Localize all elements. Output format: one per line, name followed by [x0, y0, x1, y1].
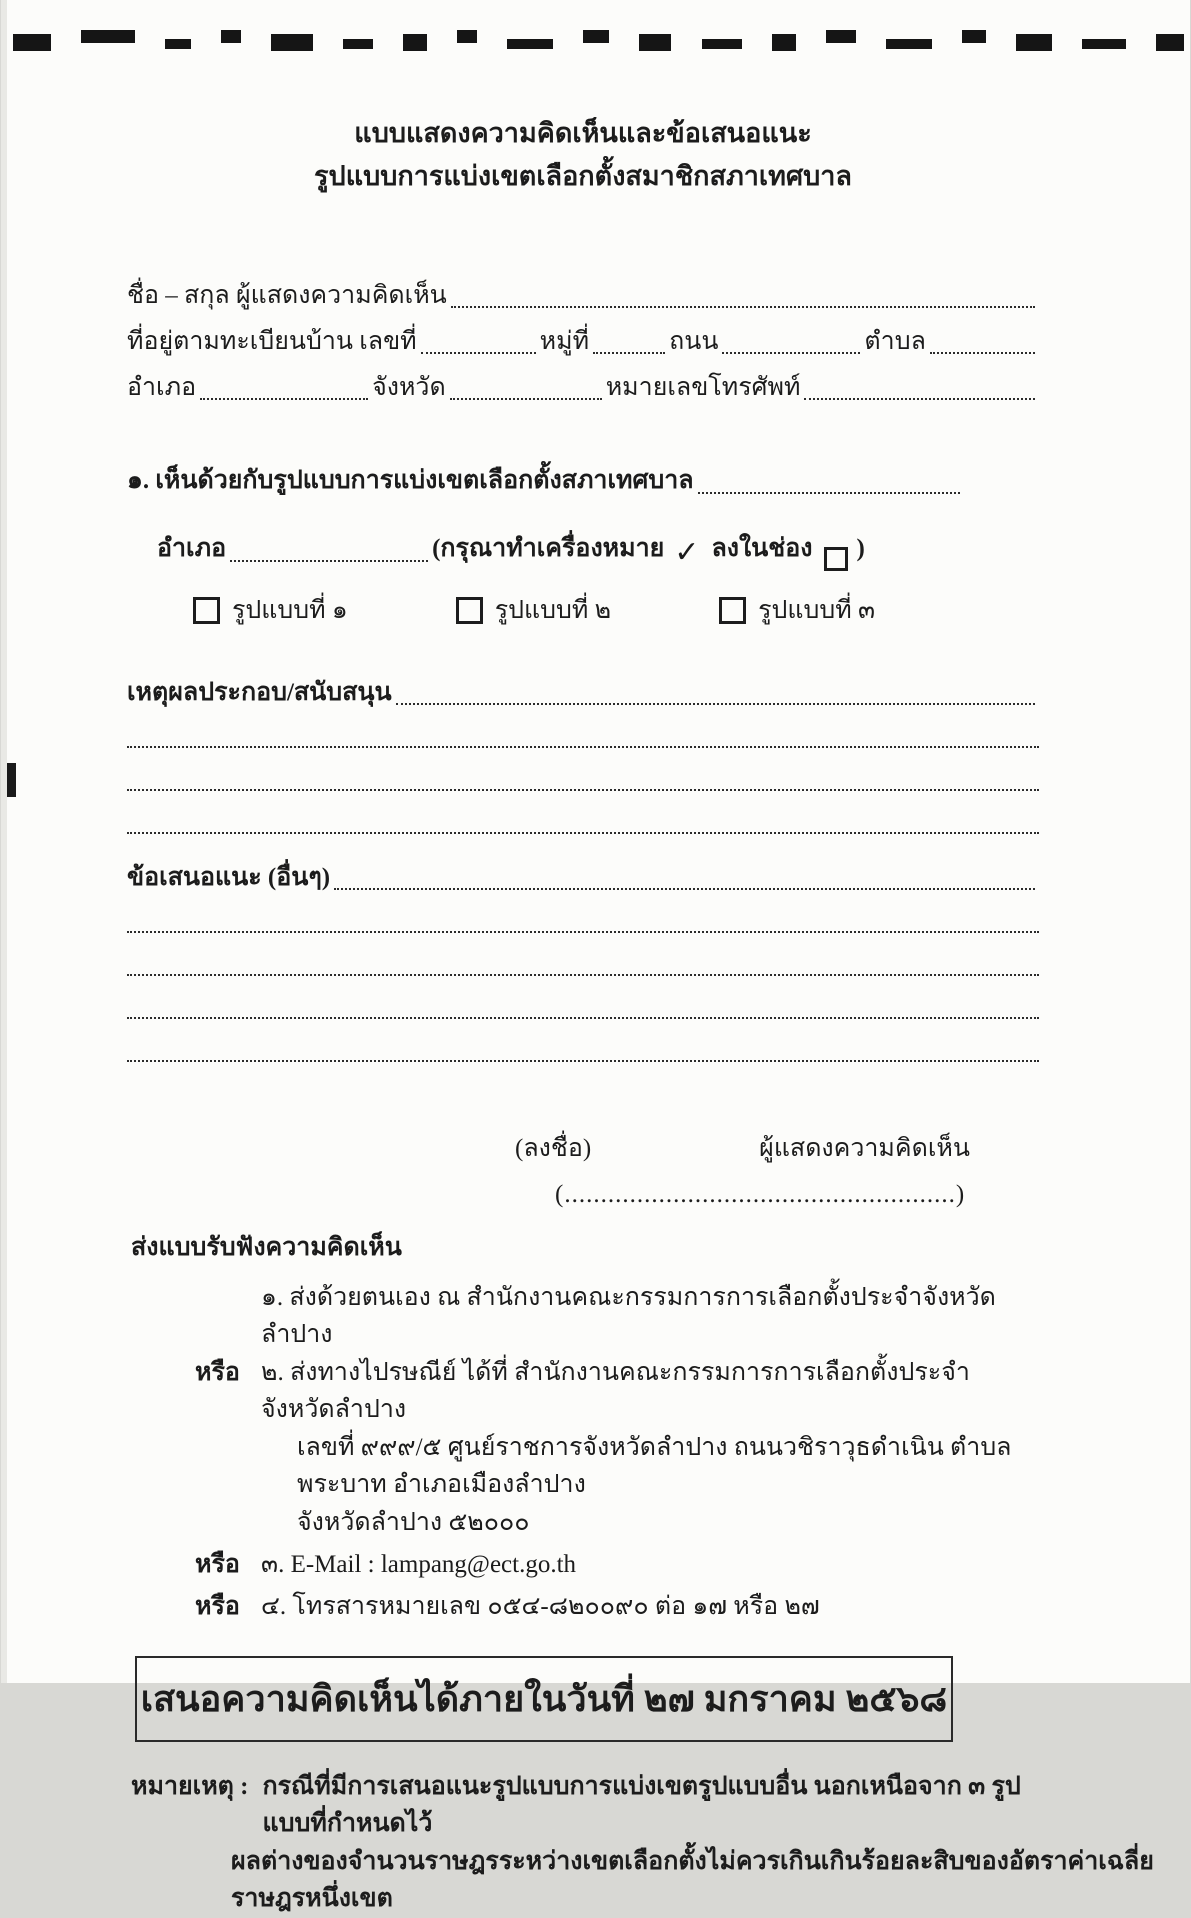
submission-item-4: [195, 1588, 1039, 1630]
option-format-1[interactable]: [193, 592, 348, 630]
signer-role-label: ผู้แสดงความคิดเห็น: [759, 1135, 970, 1163]
moo-field: [593, 344, 665, 354]
submission-list: [127, 1279, 1039, 1630]
item-prefix: หรือ: [195, 1550, 240, 1578]
format-options-row: [193, 592, 1039, 630]
submission-item-1: [195, 1279, 1039, 1354]
section1-heading-field: [698, 484, 960, 494]
reason-field-line1: [127, 738, 1039, 748]
amphoe-field: [200, 390, 368, 400]
submission-item-3: [195, 1546, 1039, 1588]
suggestion-section: [127, 848, 1039, 1068]
phone-label: หมายเลขโทรศัพท์: [605, 373, 801, 401]
suggestion-line: [127, 1025, 1039, 1068]
name-field: [451, 298, 1035, 308]
format-3-checkbox[interactable]: [719, 597, 746, 624]
reason-line: [127, 711, 1039, 754]
reason-label: เหตุผลประกอบ/สนับสนุน: [127, 678, 392, 706]
instruction-suffix: ): [856, 535, 865, 563]
section1-heading-row: [127, 462, 1039, 500]
suggestion-field-line1: [127, 923, 1039, 933]
phone-field: [804, 390, 1035, 400]
signature-row: [515, 1130, 1039, 1168]
reason-line: [127, 797, 1039, 840]
instruction-prefix: (กรุณาทำเครื่องหมาย: [432, 535, 665, 563]
tambon-label: ตำบล: [864, 327, 926, 355]
item-prefix: หรือ: [195, 1592, 240, 1620]
reason-label-row: [127, 663, 1039, 711]
form-title-line1: แบบแสดงความคิดเห็นและข้อเสนอแนะ: [354, 118, 812, 148]
checkmark-icon: ✓: [674, 535, 700, 569]
amphoe-label: อำเภอ: [127, 373, 197, 401]
submission-item-2: [195, 1354, 1039, 1429]
province-label: จังหวัด: [372, 373, 446, 401]
address-label: ที่อยู่ตามทะเบียนบ้าน เลขที่: [127, 327, 417, 355]
reason-line: [127, 754, 1039, 797]
amphoe-row: [127, 360, 1039, 406]
submission-item-2-text: ๒. ส่งทางไปรษณีย์ ได้ที่ สำนักงานคณะกรรมการการเลือกตั้งประจำจังหวัดลำปาง: [261, 1358, 970, 1424]
reason-field-line3: [127, 824, 1039, 834]
submission-heading: ส่งแบบรับฟังความคิดเห็น: [131, 1234, 402, 1262]
submission-item-2-cont1: เลขที่ ๙๙๙/๕ ศูนย์ราชการจังหวัดลำปาง ถนนวชิราวุธดำเนิน ตำบลพระบาท อำเภอเมืองลำปาง: [297, 1433, 1012, 1499]
suggestion-field-line0: [334, 880, 1035, 890]
sign-label: (ลงชื่อ): [515, 1135, 592, 1163]
suggestion-field-line4: [127, 1052, 1039, 1062]
form-title-line2: รูปแบบการแบ่งเขตเลือกตั้งสมาชิกสภาเทศบาล: [314, 161, 852, 192]
signature-section: [127, 1130, 1039, 1213]
submission-item-2-cont2: จังหวัดลำปาง ๕๒๐๐๐: [297, 1508, 530, 1536]
house-number-field: [421, 344, 536, 354]
personal-info-section: [127, 268, 1039, 406]
province-field: [450, 390, 602, 400]
option-format-3[interactable]: [719, 592, 875, 630]
tambon-field: [930, 344, 1035, 354]
deadline-text: เสนอความคิดเห็นได้ภายในวันที่ ๒๗ มกราคม ๒๕๖๘: [140, 1678, 948, 1719]
submission-item-4-text: ๔. โทรสารหมายเลข ๐๕๔-๘๒๐๐๙๐ ต่อ ๑๗ หรือ ๒๗: [261, 1592, 820, 1620]
moo-label: หมู่ที่: [539, 327, 590, 355]
format-2-label: รูปแบบที่ ๒: [494, 596, 612, 624]
name-label: ชื่อ – สกุล ผู้แสดงความคิดเห็น: [127, 281, 447, 309]
suggestion-line: [127, 982, 1039, 1025]
format-3-label: รูปแบบที่ ๓: [758, 596, 876, 624]
address-row: [127, 314, 1039, 360]
name-row: [127, 268, 1039, 314]
submission-item-3-text: ๓. E-Mail : lampang@ect.go.th: [261, 1550, 577, 1578]
format-1-checkbox[interactable]: [193, 597, 220, 624]
instruction-mid: ลงในช่อง: [711, 535, 813, 563]
reason-section: [127, 663, 1039, 840]
suggestion-label: ข้อเสนอแนะ (อื่นๆ): [127, 863, 331, 891]
submission-item-1-text: ๑. ส่งด้วยตนเอง ณ สำนักงานคณะกรรมการการเลือกตั้งประจำจังหวัดลำปาง: [261, 1283, 996, 1349]
deadline-banner: [135, 1656, 953, 1742]
suggestion-field-line3: [127, 1009, 1039, 1019]
scanned-form-page: [1, 0, 1190, 1913]
reason-field-line2: [127, 781, 1039, 791]
suggestion-label-row: [127, 848, 1039, 896]
road-field: [722, 344, 860, 354]
footnote: [131, 1768, 1039, 1843]
suggestion-line: [127, 896, 1039, 939]
section1-amphoe-label: อำเภอ: [157, 535, 227, 563]
footnote-line2: ผลต่างของจำนวนราษฎรระหว่างเขตเลือกตั้งไม่ควรเกินเกินร้อยละสิบของอัตราค่าเฉลี่ยราษฎรหนึ่งเขต: [231, 1847, 1154, 1913]
submission-section: [127, 1229, 1039, 1630]
scan-artifact-left-edge: [7, 763, 16, 797]
reason-field-line0: [396, 695, 1035, 705]
suggestion-field-line2: [127, 966, 1039, 976]
suggestion-line: [127, 939, 1039, 982]
format-2-checkbox[interactable]: [456, 597, 483, 624]
sample-checkbox-icon: [824, 547, 848, 571]
format-1-label: รูปแบบที่ ๑: [232, 596, 348, 624]
road-label: ถนน: [669, 327, 719, 355]
option-format-2[interactable]: [456, 592, 611, 630]
section1-amphoe-field: [230, 552, 428, 562]
signature-name-line: (......................................................): [555, 1180, 966, 1208]
section1-amphoe-row: [157, 520, 1039, 568]
section1-heading: ๑. เห็นด้วยกับรูปแบบการแบ่งเขตเลือกตั้งสภาเทศบาล: [127, 467, 694, 495]
footnote-line1: กรณีที่มีการเสนอแนะรูปแบบการแบ่งเขตรูปแบบอื่น นอกเหนือจาก ๓ รูปแบบที่กำหนดไว้: [262, 1772, 1021, 1838]
footnote-label: หมายเหตุ :: [131, 1772, 249, 1800]
item-prefix: หรือ: [195, 1358, 240, 1386]
form-title: [127, 0, 1039, 198]
